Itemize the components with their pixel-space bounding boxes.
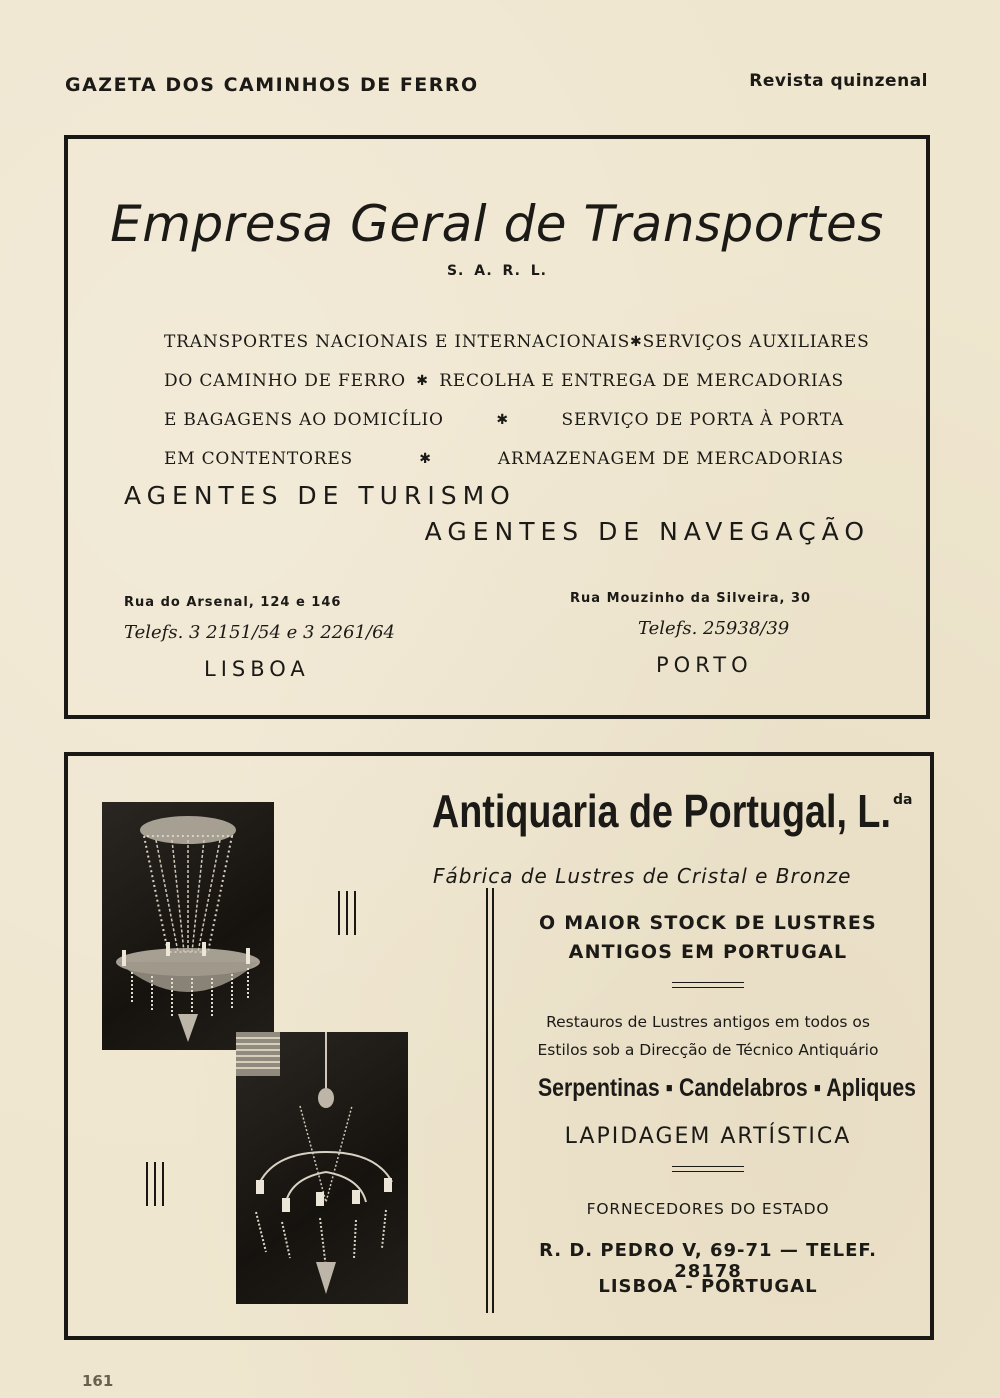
asterisk-icon: ✱: [416, 373, 429, 389]
porto-phones: Telefs. 25938/39: [638, 618, 790, 639]
antiquaria-advertisement: [64, 752, 934, 1340]
state-supplier: FORNECEDORES DO ESTADO: [586, 1200, 830, 1218]
stock-line: ANTIGOS EM PORTUGAL: [568, 941, 848, 963]
decorative-bars: [338, 891, 360, 935]
service-item: DO CAMINHO DE FERRO: [164, 371, 406, 391]
company-name: Empresa Geral de Transportes: [110, 195, 884, 253]
porto-address: Rua Mouzinho da Silveira, 30: [570, 591, 812, 606]
divider-line: [672, 982, 744, 988]
service-item: SERVIÇOS AUXILIARES: [642, 332, 870, 352]
publication-title: GAZETA DOS CAMINHOS DE FERRO: [65, 74, 479, 96]
service-item: TRANSPORTES NACIONAIS E INTERNACIONAIS: [164, 332, 631, 352]
agents-tourism: AGENTES DE TURISMO: [124, 481, 516, 510]
stock-line: O MAIOR STOCK DE LUSTRES: [539, 912, 877, 934]
services-line: [164, 401, 844, 440]
asterisk-icon: ✱: [419, 451, 432, 467]
company-tagline: Fábrica de Lustres de Cristal e Bronze: [433, 864, 852, 888]
page-number: 161: [82, 1372, 114, 1390]
contact-address: R. D. PEDRO V, 69-71 — TELEF. 28178: [539, 1240, 877, 1282]
publication-subtitle: Revista quinzenal: [749, 71, 928, 91]
location: LISBOA - PORTUGAL: [598, 1276, 818, 1297]
service-item: E BAGAGENS AO DOMICÍLIO: [164, 410, 444, 430]
transport-advertisement: [64, 135, 930, 719]
lisboa-city: LISBOA: [204, 657, 310, 681]
restoration-line: Restauros de Lustres antigos em todos os: [546, 1013, 870, 1031]
service-item: RECOLHA E ENTREGA DE MERCADORIAS: [439, 371, 844, 391]
agents-navigation: AGENTES DE NAVEGAÇÃO: [424, 517, 870, 546]
porto-city: PORTO: [656, 653, 753, 677]
company-suffix: da: [893, 792, 913, 808]
stock-heading: [508, 909, 908, 967]
company-name: Antiquaria de Portugal, L.: [432, 785, 891, 837]
divider-line: [672, 1166, 744, 1172]
service-item: SERVIÇO DE PORTA À PORTA: [561, 410, 844, 430]
restoration-text: [508, 1008, 908, 1064]
service-item: EM CONTENTORES: [164, 449, 353, 469]
asterisk-icon: ✱: [630, 334, 643, 350]
services-line: [164, 323, 870, 362]
restoration-line: Estilos sob a Direcção de Técnico Antiquário: [537, 1041, 879, 1059]
chandelier-icon: [102, 802, 274, 1050]
asterisk-icon: ✱: [496, 412, 509, 428]
decorative-bars: [146, 1162, 168, 1206]
chandelier-icon: [236, 1032, 408, 1304]
lapidagem-heading: LAPIDAGEM ARTÍSTICA: [564, 1124, 852, 1149]
products-line: Serpentinas ▪ Candelabros ▪ Apliques: [538, 1074, 916, 1102]
lisboa-address: Rua do Arsenal, 124 e 146: [124, 595, 342, 610]
chandelier-photo-1: [102, 802, 274, 1050]
chandelier-photo-2: [236, 1032, 408, 1304]
services-list: [164, 323, 870, 479]
divider-line: [486, 888, 494, 1313]
lisboa-phones: Telefs. 3 2151/54 e 3 2261/64: [124, 622, 396, 643]
service-item: ARMAZENAGEM DE MERCADORIAS: [497, 449, 844, 469]
services-line: [164, 362, 844, 401]
services-line: [164, 440, 844, 479]
company-legal-form: S. A. R. L.: [446, 263, 548, 279]
